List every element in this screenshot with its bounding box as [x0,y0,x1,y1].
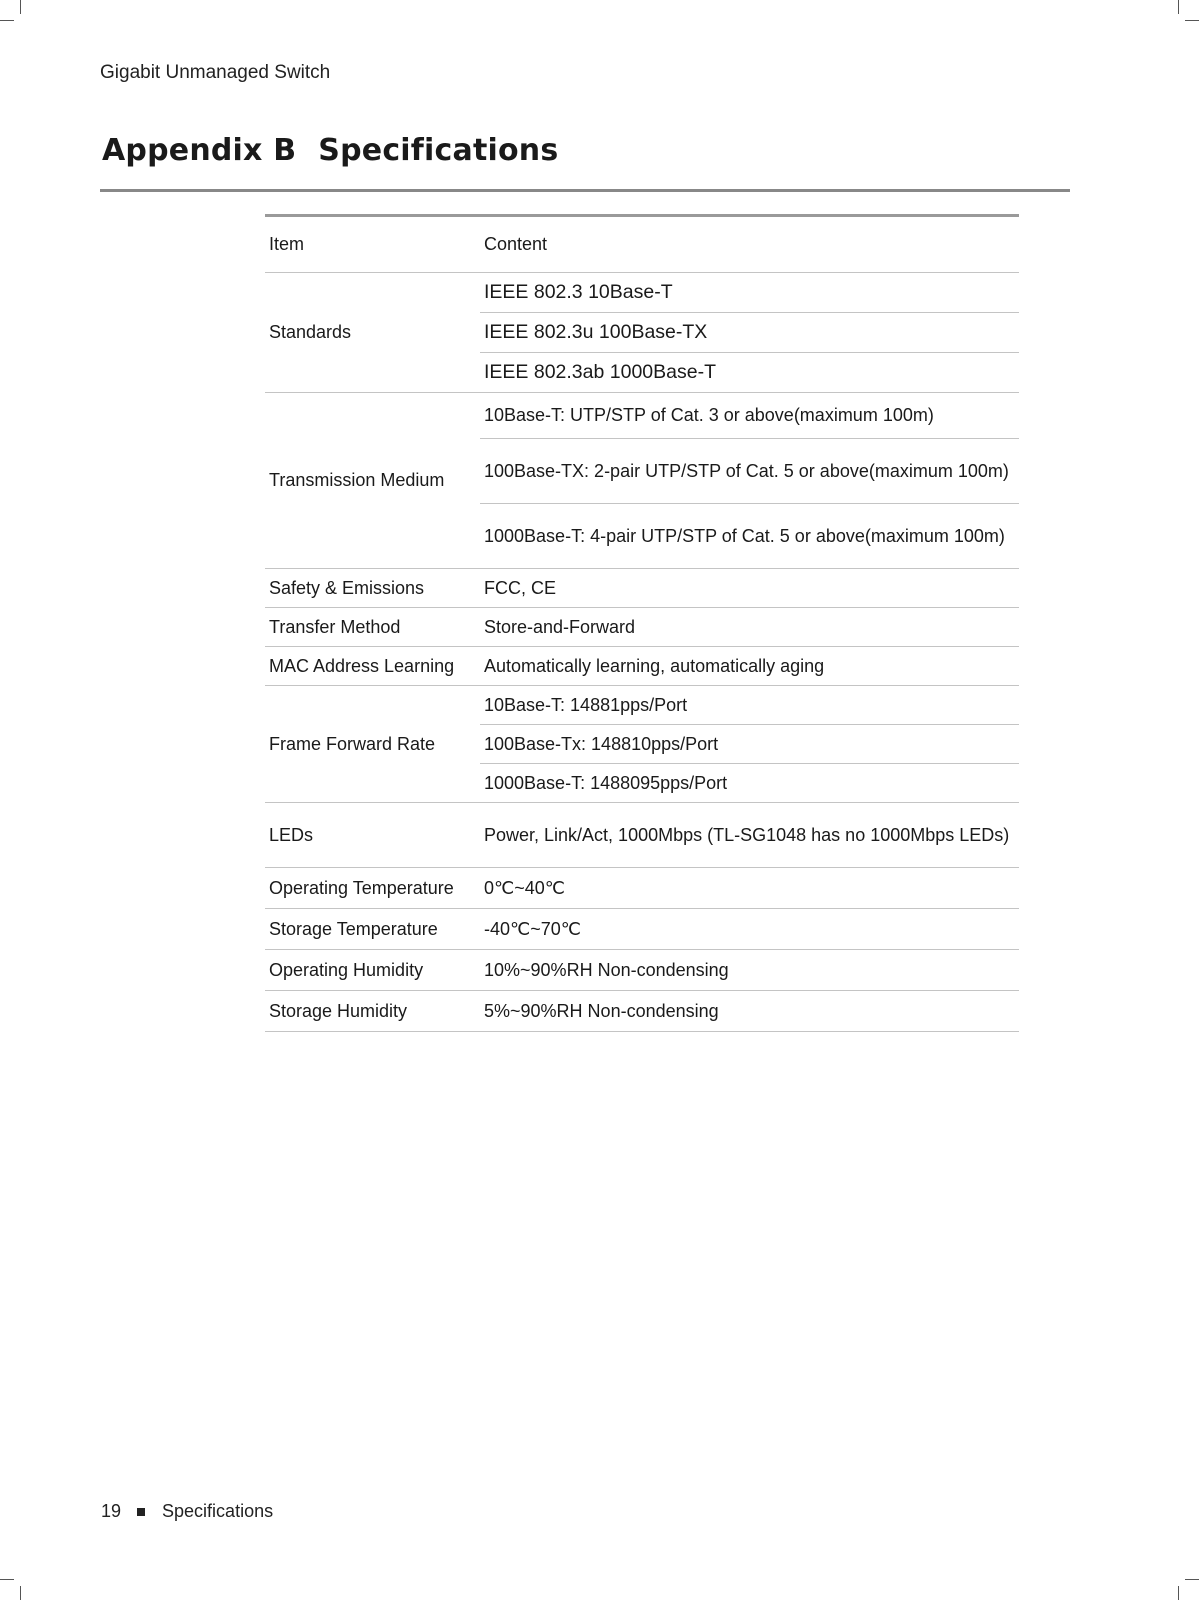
crop-mark [1178,1586,1179,1600]
content-cell: 0℃~40℃ [480,868,1019,909]
footer-section: Specifications [162,1501,274,1521]
content-cell: 100Base-TX: 2-pair UTP/STP of Cat. 5 or above(maximum 100m) [480,439,1019,504]
item-cell: Transfer Method [265,608,480,647]
page-number: 19 [101,1501,122,1521]
content-cell: Power, Link/Act, 1000Mbps (TL-SG1048 has no 1000Mbps LEDs) [480,803,1019,868]
item-cell: Storage Temperature [265,909,480,950]
content-cell: -40℃~70℃ [480,909,1019,950]
item-cell: Operating Humidity [265,950,480,991]
crop-mark [0,20,14,21]
table-header-row [265,216,1019,273]
item-cell: Operating Temperature [265,868,480,909]
content-cell: 100Base-Tx: 148810pps/Port [480,725,1019,764]
table-row [265,909,1019,950]
table-row [265,647,1019,686]
content-cell: IEEE 802.3 10Base-T [480,273,1019,313]
content-cell: 1000Base-T: 4-pair UTP/STP of Cat. 5 or above(maximum 100m) [480,504,1019,569]
content-cell: FCC, CE [480,569,1019,608]
table-row [265,273,1019,313]
crop-mark [1178,0,1179,14]
item-cell: LEDs [265,803,480,868]
content-cell: 1000Base-T: 1488095pps/Port [480,764,1019,803]
crop-mark [1185,20,1199,21]
table-row [265,608,1019,647]
table-row [265,991,1019,1032]
page-footer [101,1501,273,1522]
table-row [265,803,1019,868]
crop-mark [20,1586,21,1600]
crop-mark [0,1579,14,1580]
table-row [265,569,1019,608]
appendix-number: Appendix B [102,133,297,168]
crop-mark [20,0,21,14]
column-header-item: Item [265,216,480,273]
table-row [265,393,1019,439]
content-cell: Automatically learning, automatically aging [480,647,1019,686]
bullet-square-icon [137,1508,145,1516]
content-cell: 10%~90%RH Non-condensing [480,950,1019,991]
content-cell: Store-and-Forward [480,608,1019,647]
content-cell: 10Base-T: UTP/STP of Cat. 3 or above(maximum 100m) [480,393,1019,439]
item-cell: Safety & Emissions [265,569,480,608]
item-cell: Transmission Medium [265,393,480,569]
item-cell: MAC Address Learning [265,647,480,686]
page-title [102,133,558,168]
title-rule [100,189,1070,192]
column-header-content: Content [480,216,1019,273]
crop-mark [1185,1579,1199,1580]
item-cell: Storage Humidity [265,991,480,1032]
item-cell: Standards [265,273,480,393]
table-row [265,950,1019,991]
content-cell: IEEE 802.3u 100Base-TX [480,313,1019,353]
content-cell: 5%~90%RH Non-condensing [480,991,1019,1032]
appendix-title: Specifications [318,133,559,168]
content-cell: 10Base-T: 14881pps/Port [480,686,1019,725]
running-header: Gigabit Unmanaged Switch [100,62,331,83]
specifications-table [265,214,1019,1032]
content-cell: IEEE 802.3ab 1000Base-T [480,353,1019,393]
item-cell: Frame Forward Rate [265,686,480,803]
table-row [265,868,1019,909]
table-row [265,686,1019,725]
